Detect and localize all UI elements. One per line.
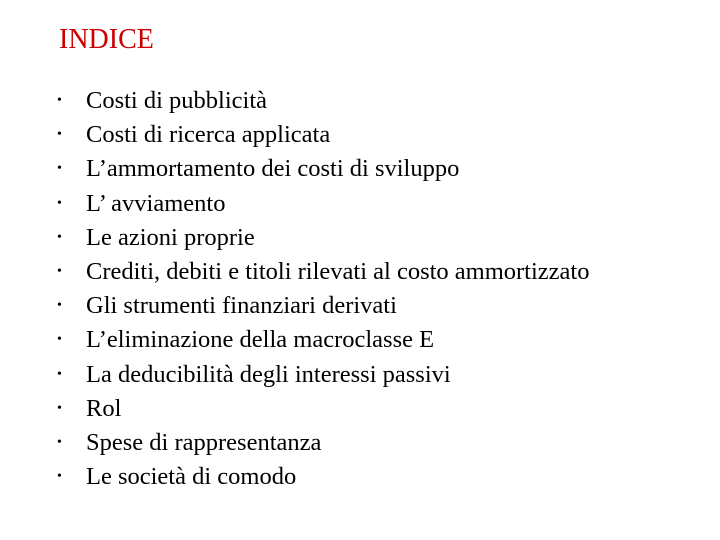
list-item-text: Costi di ricerca applicata: [86, 121, 331, 149]
list-item: [56, 118, 706, 152]
bullet-icon: •: [57, 469, 62, 485]
list-item: [56, 152, 706, 186]
list-item: [56, 323, 706, 357]
list-item-text: L’eliminazione della macroclasse E: [86, 326, 435, 354]
list-item-text: Le azioni proprie: [86, 223, 255, 251]
list-item-text: Costi di pubblicità: [86, 87, 268, 115]
list-item: [56, 392, 706, 426]
topic-list: [56, 84, 706, 494]
bullet-icon: •: [57, 161, 62, 177]
list-item-text: Crediti, debiti e titoli rilevati al costo ammortizzato: [86, 258, 590, 286]
list-item-text: La deducibilità degli interessi passivi: [86, 360, 451, 388]
list-item-text: L’ avviamento: [86, 189, 226, 217]
list-item: [56, 221, 706, 255]
list-item: [56, 426, 706, 460]
bullet-icon: •: [57, 434, 62, 450]
bullet-icon: •: [57, 400, 62, 416]
bullet-icon: •: [57, 298, 62, 314]
list-item: [56, 460, 706, 494]
bullet-icon: •: [57, 332, 62, 348]
bullet-icon: •: [57, 127, 62, 143]
list-item-text: Spese di rappresentanza: [86, 428, 322, 456]
list-item-text: Gli strumenti finanziari derivati: [86, 292, 397, 320]
list-item-text: Rol: [86, 394, 122, 422]
list-item: [56, 358, 706, 392]
list-item: [56, 289, 706, 323]
list-item: [56, 187, 706, 221]
bullet-icon: •: [57, 366, 62, 382]
bullet-icon: •: [57, 195, 62, 211]
slide-title: INDICE: [59, 24, 154, 55]
list-item-text: L’ammortamento dei costi di sviluppo: [86, 155, 460, 183]
bullet-icon: •: [57, 264, 62, 280]
list-item-text: Le società di comodo: [86, 463, 297, 491]
bullet-icon: •: [57, 229, 62, 245]
bullet-icon: •: [57, 93, 62, 109]
list-item: [56, 255, 706, 289]
list-item: [56, 84, 706, 118]
